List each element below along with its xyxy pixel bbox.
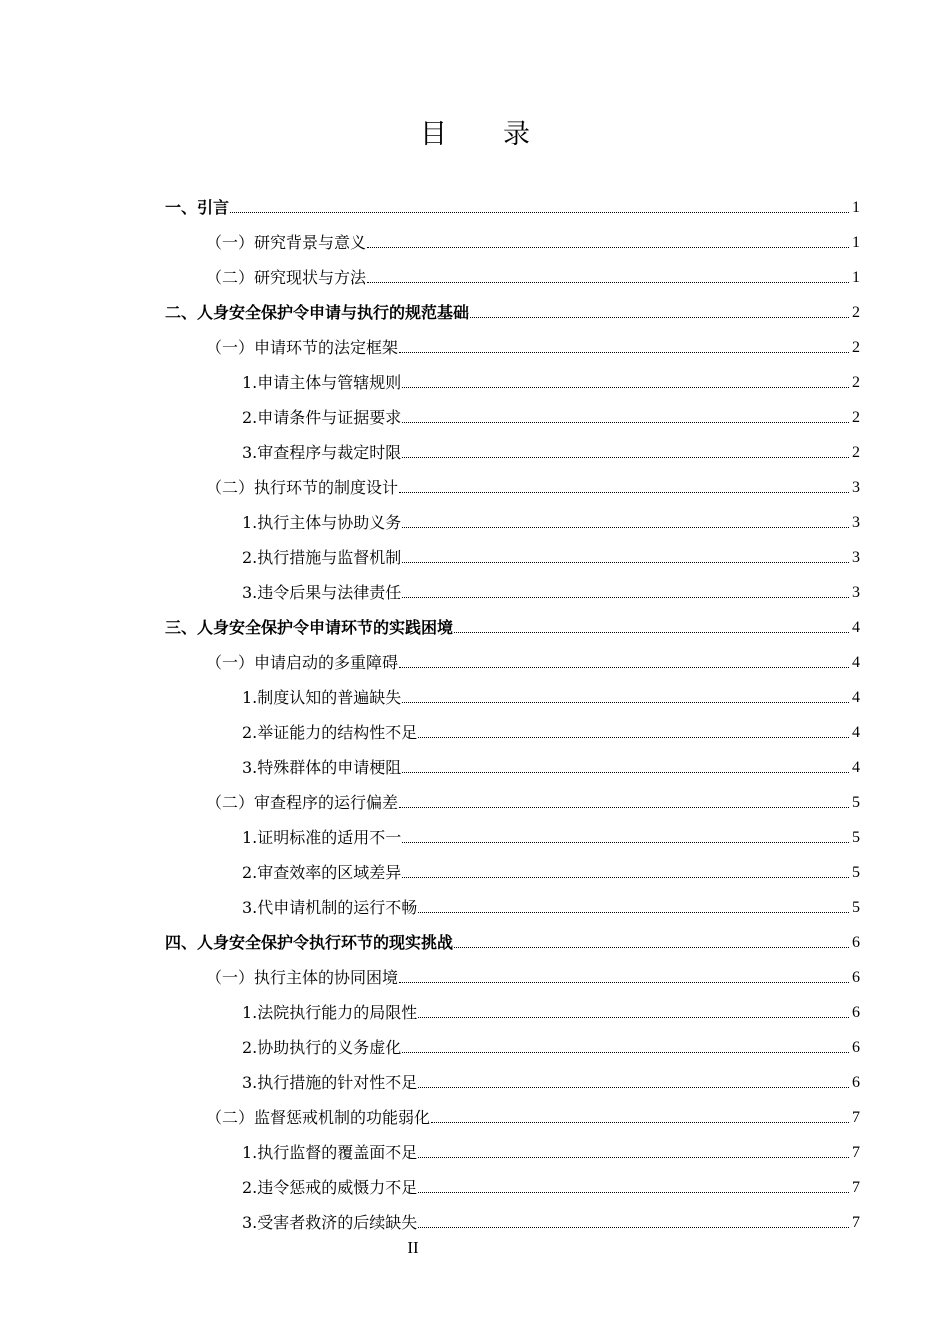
- toc-dot-leader: [454, 618, 849, 633]
- toc-entry-page-number: 6: [852, 1073, 860, 1091]
- toc-entry-page-number: 2: [852, 303, 860, 321]
- toc-entry[interactable]: [242, 1065, 860, 1100]
- toc-entry[interactable]: [242, 540, 860, 575]
- page-number-footer: II: [407, 1238, 419, 1257]
- toc-entry-label: 一、引言: [165, 197, 230, 217]
- toc-entry[interactable]: [242, 365, 860, 400]
- toc-entry-label: （一）研究背景与意义: [206, 232, 367, 252]
- toc-dot-leader: [418, 1178, 849, 1193]
- toc-dot-leader: [402, 828, 849, 843]
- toc-entry-page-number: 2: [852, 338, 860, 356]
- page-title: [0, 112, 950, 151]
- toc-entry[interactable]: [206, 330, 860, 365]
- toc-entry-label: 2.审查效率的区域差异: [242, 862, 402, 882]
- toc-dot-leader: [402, 758, 849, 773]
- toc-entry-label: （二）审查程序的运行偏差: [206, 792, 399, 812]
- toc-entry-page-number: 7: [852, 1178, 860, 1196]
- toc-dot-leader: [418, 1143, 849, 1158]
- toc-entry-label: 1.法院执行能力的局限性: [242, 1002, 418, 1022]
- toc-dot-leader: [470, 303, 849, 318]
- toc-entry[interactable]: [206, 260, 860, 295]
- title-char-2: 录: [503, 119, 530, 150]
- toc-entry[interactable]: [242, 1135, 860, 1170]
- toc-entry-page-number: 4: [852, 688, 860, 706]
- toc-entry-label: 3.特殊群体的申请梗阻: [242, 757, 402, 777]
- toc-entry-label: 四、人身安全保护令执行环节的现实挑战: [165, 932, 454, 952]
- toc-entry[interactable]: [206, 785, 860, 820]
- toc-dot-leader: [402, 548, 849, 563]
- toc-entry[interactable]: [242, 820, 860, 855]
- toc-dot-leader: [367, 233, 849, 248]
- toc-entry[interactable]: [165, 610, 860, 645]
- toc-entry[interactable]: [242, 890, 860, 925]
- toc-entry-page-number: 4: [852, 653, 860, 671]
- toc-entry-page-number: 6: [852, 933, 860, 951]
- toc-entry[interactable]: [242, 435, 860, 470]
- toc-entry-label: 2.举证能力的结构性不足: [242, 722, 418, 742]
- toc-entry-page-number: 6: [852, 968, 860, 986]
- toc-entry-page-number: 3: [852, 583, 860, 601]
- toc-entry-page-number: 5: [852, 898, 860, 916]
- toc-dot-leader: [402, 443, 849, 458]
- toc-entry[interactable]: [242, 855, 860, 890]
- toc-dot-leader: [399, 968, 849, 983]
- toc-entry[interactable]: [242, 505, 860, 540]
- toc-entry[interactable]: [206, 960, 860, 995]
- toc-entry-label: 3.执行措施的针对性不足: [242, 1072, 418, 1092]
- toc-entry-page-number: 2: [852, 373, 860, 391]
- toc-dot-leader: [418, 898, 849, 913]
- toc-dot-leader: [418, 723, 849, 738]
- toc-entry-page-number: 6: [852, 1038, 860, 1056]
- toc-entry-page-number: 2: [852, 443, 860, 461]
- toc-dot-leader: [399, 478, 849, 493]
- toc-dot-leader: [402, 513, 849, 528]
- toc-entry-label: 1.执行监督的覆盖面不足: [242, 1142, 418, 1162]
- toc-entry-page-number: 4: [852, 723, 860, 741]
- toc-dot-leader: [418, 1003, 849, 1018]
- toc-entry[interactable]: [206, 1100, 860, 1135]
- toc-entry-label: 1.证明标准的适用不一: [242, 827, 402, 847]
- toc-entry-label: （二）执行环节的制度设计: [206, 477, 399, 497]
- toc-entry-label: （二）研究现状与方法: [206, 267, 367, 287]
- toc-dot-leader: [402, 583, 849, 598]
- toc-entry-page-number: 1: [852, 268, 860, 286]
- toc-entry[interactable]: [242, 400, 860, 435]
- toc-entry-label: 1.制度认知的普遍缺失: [242, 687, 402, 707]
- toc-entry[interactable]: [165, 295, 860, 330]
- toc-dot-leader: [402, 1038, 849, 1053]
- toc-dot-leader: [454, 933, 849, 948]
- toc-entry-label: 1.执行主体与协助义务: [242, 512, 402, 532]
- toc-entry-label: 3.违令后果与法律责任: [242, 582, 402, 602]
- toc-dot-leader: [402, 408, 849, 423]
- toc-dot-leader: [402, 688, 849, 703]
- toc-entry-page-number: 1: [852, 198, 860, 216]
- toc-entry-page-number: 4: [852, 618, 860, 636]
- toc-entry[interactable]: [242, 575, 860, 610]
- toc-entry-page-number: 3: [852, 478, 860, 496]
- toc-dot-leader: [431, 1108, 849, 1123]
- toc-entry[interactable]: [165, 925, 860, 960]
- toc-entry-page-number: 7: [852, 1108, 860, 1126]
- toc-entry-page-number: 3: [852, 548, 860, 566]
- toc-entry-label: 3.代申请机制的运行不畅: [242, 897, 418, 917]
- toc-entry-page-number: 3: [852, 513, 860, 531]
- toc-entry[interactable]: [242, 995, 860, 1030]
- toc-entry[interactable]: [242, 750, 860, 785]
- toc-entry-label: 2.申请条件与证据要求: [242, 407, 402, 427]
- toc-dot-leader: [402, 373, 849, 388]
- toc-entry[interactable]: [242, 680, 860, 715]
- toc-entry-label: 2.协助执行的义务虚化: [242, 1037, 402, 1057]
- toc-entry-label: （一）执行主体的协同困境: [206, 967, 399, 987]
- toc-entry-label: （一）申请环节的法定框架: [206, 337, 399, 357]
- toc-dot-leader: [399, 653, 849, 668]
- toc-entry[interactable]: [206, 645, 860, 680]
- toc-entry[interactable]: [242, 1030, 860, 1065]
- toc-entry-label: 三、人身安全保护令申请环节的实践困境: [165, 617, 454, 637]
- toc-entry-page-number: 6: [852, 1003, 860, 1021]
- toc-dot-leader: [399, 338, 849, 353]
- toc-entry[interactable]: [206, 225, 860, 260]
- toc-entry-page-number: 5: [852, 828, 860, 846]
- toc-entry-page-number: 7: [852, 1143, 860, 1161]
- toc-entry-label: 二、人身安全保护令申请与执行的规范基础: [165, 302, 470, 322]
- toc-entry-page-number: 1: [852, 233, 860, 251]
- toc-dot-leader: [367, 268, 849, 283]
- toc-entry-label: 1.申请主体与管辖规则: [242, 372, 402, 392]
- toc-entry-page-number: 2: [852, 408, 860, 426]
- toc-entry[interactable]: [165, 190, 860, 225]
- toc-entry-label: 3.受害者救济的后续缺失: [242, 1212, 418, 1232]
- toc-entry-page-number: 5: [852, 793, 860, 811]
- title-char-1: 目: [420, 119, 447, 150]
- toc-dot-leader: [402, 863, 849, 878]
- toc-entry[interactable]: [206, 470, 860, 505]
- toc-entry-label: 2.执行措施与监督机制: [242, 547, 402, 567]
- toc-dot-leader: [230, 198, 849, 213]
- toc-entry-label: （二）监督惩戒机制的功能弱化: [206, 1107, 431, 1127]
- toc-entry-label: 2.违令惩戒的威慑力不足: [242, 1177, 418, 1197]
- toc-entry-page-number: 7: [852, 1213, 860, 1231]
- toc-entry[interactable]: [242, 1205, 860, 1240]
- toc-entry-label: 3.审查程序与裁定时限: [242, 442, 402, 462]
- toc-entry-label: （一）申请启动的多重障碍: [206, 652, 399, 672]
- toc-entry[interactable]: [242, 715, 860, 750]
- toc-entry-page-number: 4: [852, 758, 860, 776]
- toc-dot-leader: [399, 793, 849, 808]
- toc-entry[interactable]: [242, 1170, 860, 1205]
- toc-dot-leader: [418, 1213, 849, 1228]
- toc-dot-leader: [418, 1073, 849, 1088]
- toc-entry-page-number: 5: [852, 863, 860, 881]
